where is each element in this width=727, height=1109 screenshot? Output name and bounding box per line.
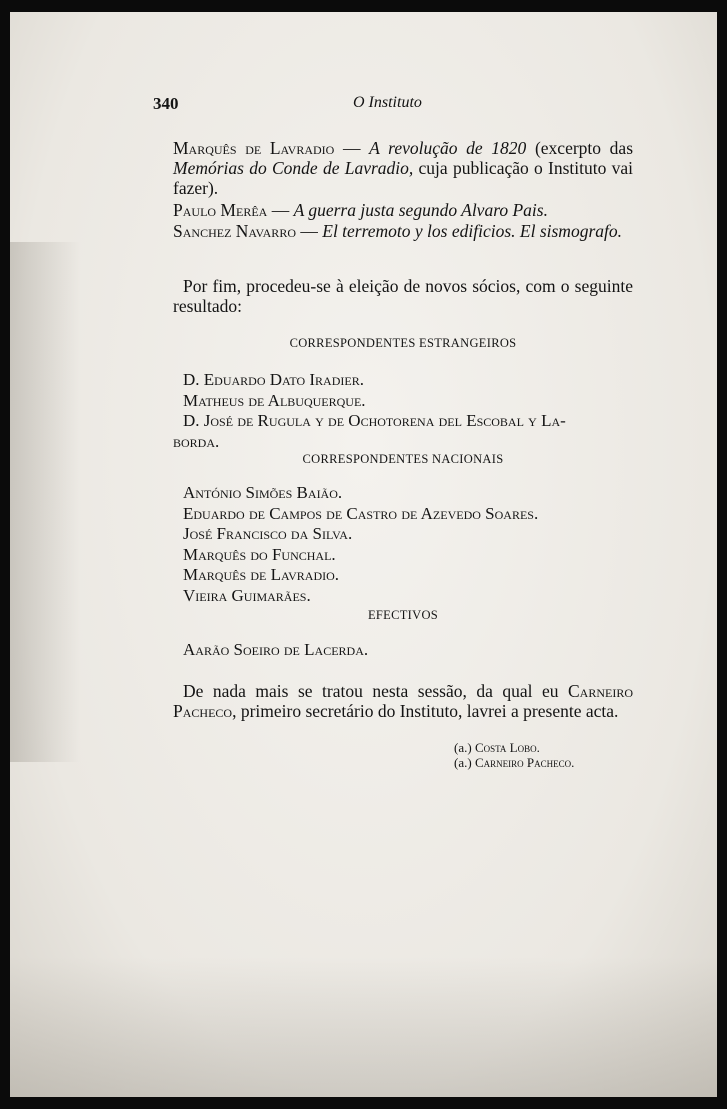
signature-block (454, 740, 654, 770)
book-page (10, 12, 717, 1097)
text-publicacao: cuja publicação o Instituto vai fazer). (173, 158, 633, 198)
title-guerra-justa: A guerra justa segundo Alvaro Pais. (293, 200, 548, 220)
signature-line (454, 740, 654, 755)
paragraph-closing (173, 681, 633, 721)
list-item: Marquês do Funchal. (183, 544, 336, 564)
list-item: Eduardo de Campos de Castro de Azevedo Soares. (183, 503, 539, 523)
page-stain-bottom (10, 957, 717, 1097)
list-item: António Simões Baião. (183, 483, 343, 502)
list-item: Aarão Soeiro de Lacerda. (183, 640, 369, 659)
running-title: O Instituto (353, 94, 422, 111)
dash: — (296, 221, 323, 241)
paragraph-navarro (173, 221, 633, 241)
paragraph-lavradio (173, 138, 633, 198)
secretary-name: Carneiro Pacheco (173, 681, 633, 721)
list-item: Vieira Guimarães. (183, 585, 311, 605)
paragraph-merea (173, 200, 633, 220)
closing-text: De nada mais se tratou nesta sessão, da qual eu (183, 681, 568, 701)
author-lavradio: Marquês de Lavradio (173, 138, 335, 158)
list-correspondentes-estrangeiros (173, 370, 633, 452)
list-item: D. José de Rugula y de Ochotorena del Escobal y La- (183, 411, 566, 430)
list-item: borda. (173, 431, 220, 451)
signature-prefix: (a.) (454, 740, 472, 755)
dash: — (267, 200, 294, 220)
signature-name: Carneiro Pacheco. (474, 755, 575, 770)
title-revolucao: A revolução de 1820 (369, 138, 527, 158)
list-item: José Francisco da Silva. (183, 524, 353, 543)
closing-text-end: , primeiro secretário do Instituto, lavrei a presente acta. (232, 701, 619, 721)
author-navarro: Sanchez Navarro (173, 221, 296, 241)
author-merea: Paulo Merêa (173, 200, 268, 220)
dash: — (334, 138, 370, 158)
page-number: 340 (153, 94, 179, 113)
list-item: Matheus de Albuquerque. (183, 390, 366, 410)
page-stain-left (10, 242, 80, 762)
signature-line (454, 755, 654, 770)
paragraph-election: Por fim, procedeu-se à eleição de novos sócios, com o seguinte resultado: (173, 276, 633, 316)
heading-correspondentes-estrangeiros: CORRESPONDENTES ESTRANGEIROS (289, 336, 517, 350)
text-excerpto: (excerpto das (526, 138, 634, 158)
heading-efectivos: EFECTIVOS (367, 608, 439, 622)
signature-prefix: (a.) (454, 755, 472, 770)
page-header (153, 94, 633, 118)
list-correspondentes-nacionais (183, 483, 633, 606)
signature-name: Costa Lobo. (474, 740, 540, 755)
heading-correspondentes-nacionais: CORRESPONDENTES NACIONAIS (302, 452, 504, 466)
list-efectivos (183, 640, 633, 661)
list-item: Marquês de Lavradio. (183, 565, 340, 584)
title-memorias: Memórias do Conde de Lavradio, (173, 158, 414, 178)
title-terremoto: El terremoto y los edificios. El sismografo. (322, 221, 622, 241)
list-item: D. Eduardo Dato Iradier. (183, 370, 364, 389)
